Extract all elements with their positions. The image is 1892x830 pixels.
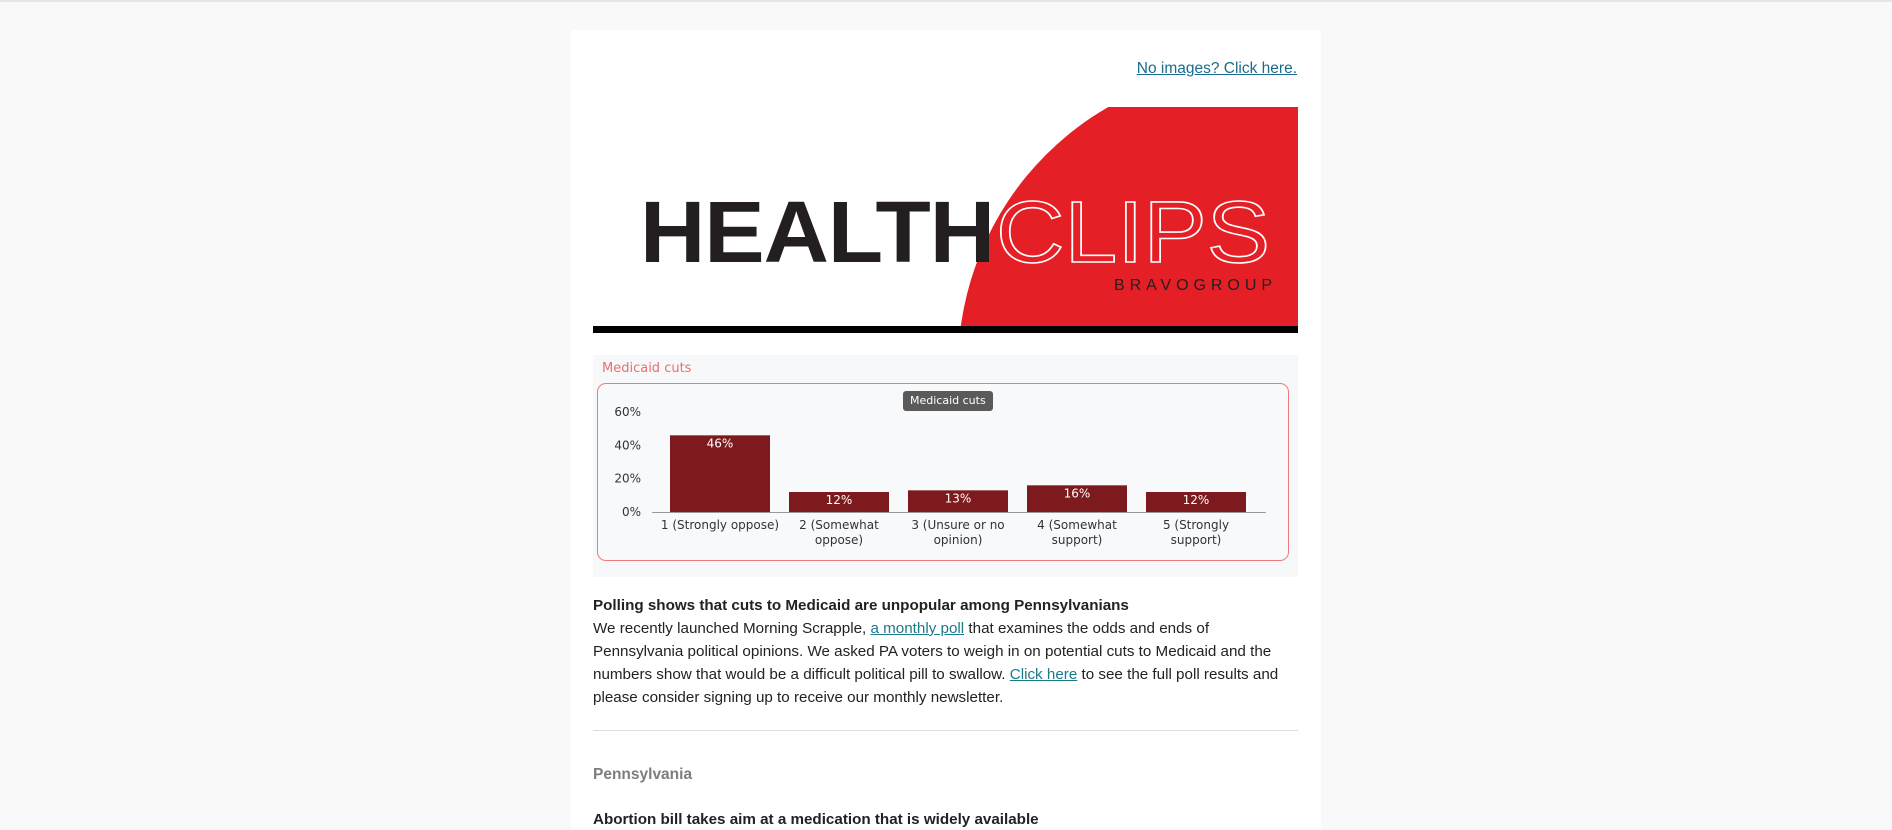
click-here-link[interactable]: Click here [1009, 666, 1078, 683]
x-category-label: 1 (Strongly oppose) [660, 518, 780, 532]
banner-logo [593, 107, 1298, 333]
no-images-link[interactable]: No images? Click here. [1136, 60, 1297, 77]
bar-data-label: 13% [944, 491, 972, 506]
article-text-3: to see the full poll results and please consider signing up to receive our monthly newsletter. [593, 666, 1279, 706]
banner-bravogroup: BRAVOGROUP [1114, 277, 1272, 294]
article-text-2: that examines the odds and ends of Pennsylvania political opinions. We asked PA voters to weigh in on potential cuts to Medicaid and the numbers show that would be a difficult political pill to swallow. [593, 620, 1272, 683]
healthclips-banner [593, 107, 1298, 333]
chart-title: Medicaid cuts [602, 361, 692, 376]
x-category-label: support) [1170, 533, 1222, 547]
banner-underline [593, 326, 1298, 333]
bar-data-label: 16% [1063, 486, 1091, 501]
x-category-label: 5 (Strongly [1162, 518, 1230, 532]
y-tick-label: 60% [614, 405, 641, 419]
x-category-label: 3 (Unsure or no [911, 518, 1005, 532]
y-tick-label: 0% [621, 505, 641, 519]
chart-frame [597, 383, 1289, 561]
y-tick-label: 20% [614, 471, 641, 486]
x-category-label: 2 (Somewhat [799, 518, 879, 532]
email-body [571, 30, 1321, 830]
bar-data-label: 12% [825, 493, 853, 507]
banner-clips-word: CLIPS [996, 184, 1270, 281]
y-tick-label: 40% [614, 438, 641, 453]
top-border [0, 0, 1892, 2]
section-divider [593, 730, 1298, 731]
x-category-label: 4 (Somewhat [1037, 518, 1117, 532]
article-poll [593, 595, 1298, 709]
section-heading-pennsylvania: Pennsylvania [593, 766, 693, 783]
x-category-label: oppose) [814, 533, 864, 547]
monthly-poll-link[interactable]: a monthly poll [870, 620, 965, 637]
x-category-label: support) [1051, 533, 1103, 547]
article-text-1: We recently launched Morning Scrapple, [593, 620, 871, 637]
article-headline: Polling shows that cuts to Medicaid are unpopular among Pennsylvanians [593, 597, 1129, 614]
bar-data-label: 46% [706, 436, 734, 451]
x-category-label: opinion) [933, 533, 983, 547]
banner-health-word: HEALTH [640, 184, 994, 281]
chart-panel [593, 355, 1298, 577]
bar-data-label: 12% [1182, 493, 1210, 507]
next-article-headline: Abortion bill takes aim at a medication that is widely available [593, 811, 1039, 828]
chart-tooltip: Medicaid cuts [903, 391, 993, 411]
article-body [593, 617, 1298, 709]
